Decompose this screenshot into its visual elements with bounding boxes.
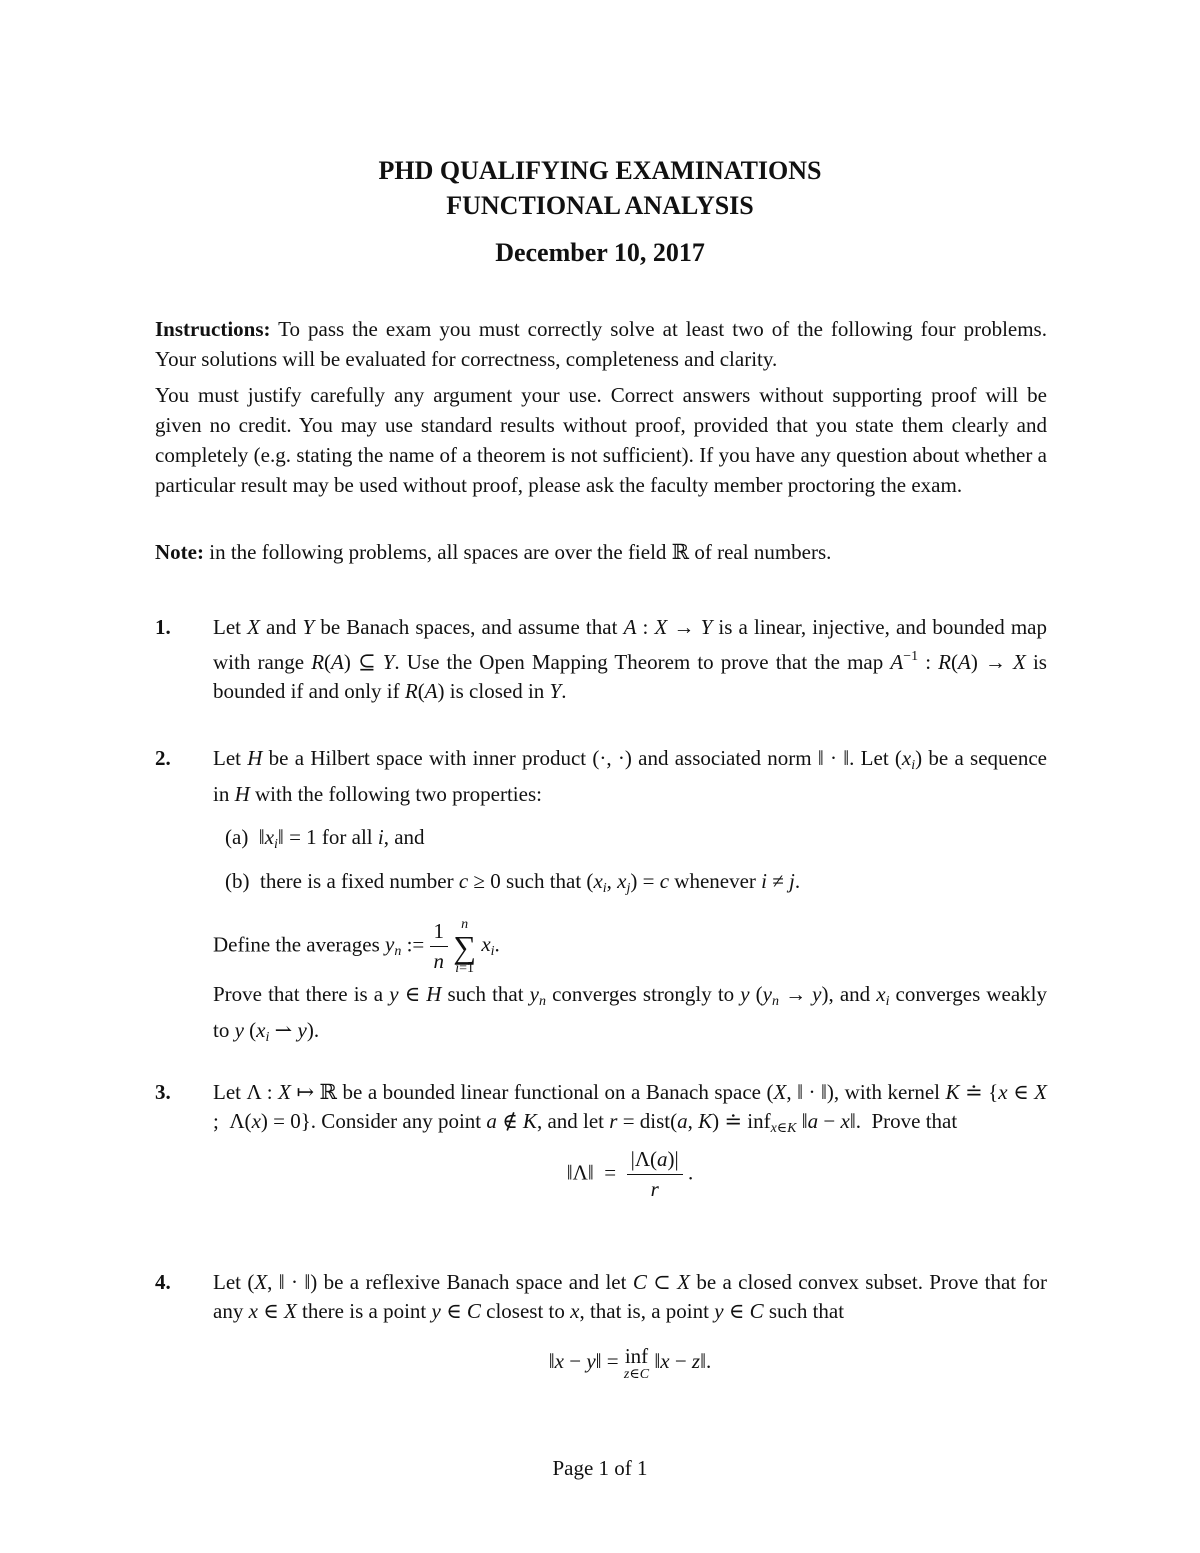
norm-formula: ‖Λ‖ = $\frac{|\Lambda(a)|}{r}$ . xyxy=(566,1147,694,1201)
problem-1 xyxy=(155,613,1047,706)
justification-paragraph: You must justify carefully any argument your use. Correct answers without supporting proof will be given no credit. You may use standard results without proof, provided that you state them clearly and completely (e.g. stating the name of a theorem is not sufficient). If you have any question about whether a particular result may be used without proof, please ask the faculty member proctoring the exam. xyxy=(155,383,1047,497)
instructions-text: To pass the exam you must correctly solve at least two of the following four problems. Your solutions will be evaluated for correctness, completeness and clarity. xyxy=(155,317,1047,371)
note-text: in the following problems, all spaces are over the field ℝ of real numbers. xyxy=(209,540,832,564)
problem-1-text: Let X and Y be Banach spaces, and assume that A : X → Y is a linear, injective, and bounded map with range R(A) ⊆ Y. Use the Open Mapping Theorem to prove that the map $A^{-1}$ : R(A) → X is bounded if and only if R(A) is closed in Y. xyxy=(213,615,1048,703)
averages-definition: Define the averages $y_n$ := $\frac{1}{n}$ n ∑ i=1 $x_i$. xyxy=(213,916,500,976)
note-paragraph xyxy=(155,537,1047,567)
problem-number: 3. xyxy=(155,1080,171,1104)
problem-3-text: Let Λ : X ↦ ℝ be a bounded linear functional on a Banach space (X, ‖ · ‖), with kernel K ≐ {x ∈ X ; Λ(x) = 0}. Consider any point a ∉ K, and let r = dist(a, K) ≐ inf$_{x\in K}$ ‖a − x‖. Prove that ‖Λ‖ = $\frac{|\Lambda(a)|}{r}$ . xyxy=(213,1078,1047,1204)
title-line-1: PHD QUALIFYING EXAMINATIONS xyxy=(378,156,822,185)
problem-number: 1. xyxy=(155,615,171,639)
problem-number: 4. xyxy=(155,1270,171,1294)
property-a: (a) $‖x_i‖ = 1$ for all i, and xyxy=(225,825,425,852)
problem-number: 2. xyxy=(155,746,171,770)
problem-2 xyxy=(155,744,1047,1052)
problem-4 xyxy=(155,1268,1047,1382)
title-line-2: FUNCTIONAL ANALYSIS xyxy=(446,191,754,220)
exam-date: December 10, 2017 xyxy=(495,238,705,267)
page-footer: Page 1 of 1 xyxy=(552,1456,648,1480)
property-b: (b) there is a fixed number c ≥ 0 such that ($x_i$, $x_j) = c$ whenever i ≠ j. xyxy=(225,869,801,896)
problem-2-text: Let H be a Hilbert space with inner product (·, ·) and associated norm ‖ · ‖. Let $(x_i)$ be a sequence in H with the following two properties: (a) $‖x_i‖ = 1$ for all i, and (b) there is a fixed number c ≥ 0 such that ($x_i$, $x_j) = c$ whenever i ≠ j. Define the averages $y_n$ := $\frac{1}{n}$ n ∑ i=1 $x_i$. Prove that there is a y ∈ H such that $y_n$ converges strongly to y $(y_n \to y)$, and $x_i$ converges weakly to y ($x_i$ ⇀ y). xyxy=(213,744,1047,1052)
problem-2-claim: Prove that there is a y ∈ H such that $y_n$ converges strongly to y $(y_n \to y)$, and $x_i$ converges weakly to y ($x_i$ ⇀ y). xyxy=(213,982,1048,1045)
problem-3 xyxy=(155,1078,1047,1204)
problem-4-text: Let (X, ‖ · ‖) be a reflexive Banach space and let C ⊂ X be a closed convex subset. Prove that for any x ∈ X there is a point y ∈ C closest to x, that is, a point y ∈ C such that ‖x − y‖ = inf z∈C ‖x − z‖. xyxy=(213,1270,1047,1382)
instructions-paragraph xyxy=(155,314,1047,374)
note-label: Note: xyxy=(155,540,204,564)
closest-point-formula: ‖x − y‖ = inf z∈C ‖x − z‖. xyxy=(548,1344,712,1382)
instructions-label: Instructions: xyxy=(155,317,271,341)
